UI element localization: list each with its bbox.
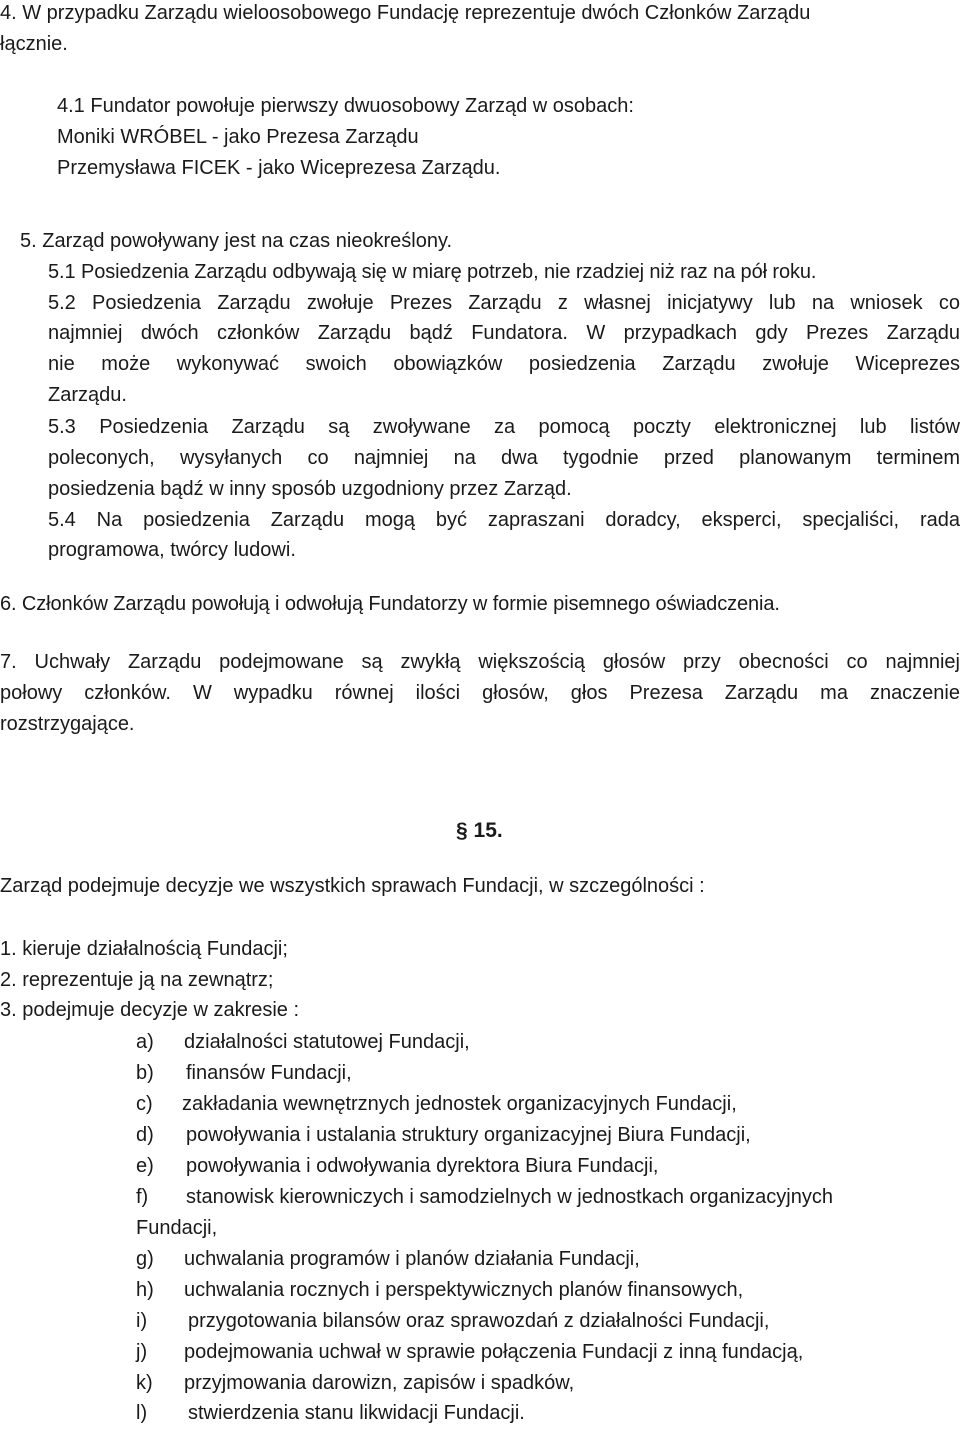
paragraph-4-1-line: 4.1 Fundator powołuje pierwszy dwuosobowy Zarząd w osobach:	[57, 95, 634, 117]
sub-item-marker: i)	[136, 1310, 148, 1332]
paragraph-5-3-line: posiedzenia bądź w inny sposób uzgodniony przez Zarząd.	[48, 478, 572, 500]
sub-item-text: podejmowania uchwał w sprawie połączenia Fundacji z inną fundacją,	[184, 1341, 804, 1363]
paragraph-5-3-line: 5.3 Posiedzenia Zarządu są zwoływane za pomocą poczty elektronicznej lub listów	[48, 416, 960, 438]
paragraph-7-line: połowy członków. W wypadku równej ilości głosów, głos Prezesa Zarządu ma znaczenie	[0, 682, 960, 704]
sub-item-text: przygotowania bilansów oraz sprawozdań z działalności Fundacji,	[188, 1310, 770, 1332]
paragraph-4-1-line: Moniki WRÓBEL - jako Prezesa Zarządu	[57, 126, 419, 148]
paragraph-5-2-line: Zarządu.	[48, 384, 127, 406]
paragraph-4-line: łącznie.	[0, 33, 68, 55]
sub-item-text: przyjmowania darowizn, zapisów i spadków,	[184, 1372, 575, 1394]
sub-item-text: działalności statutowej Fundacji,	[184, 1031, 470, 1053]
sub-item-marker: j)	[136, 1341, 148, 1363]
paragraph-5-4-line: programowa, twórcy ludowi.	[48, 539, 296, 561]
sub-item-marker: e)	[136, 1155, 154, 1177]
sub-item-text: zakładania wewnętrznych jednostek organizacyjnych Fundacji,	[182, 1093, 737, 1115]
sub-item-text: stwierdzenia stanu likwidacji Fundacji.	[188, 1402, 525, 1424]
paragraph-5: 5. Zarząd powoływany jest na czas nieokreślony.	[20, 230, 453, 252]
sub-item-text: powoływania i ustalania struktury organizacyjnej Biura Fundacji,	[186, 1124, 751, 1146]
section-intro: Zarząd podejmuje decyzje we wszystkich sprawach Fundacji, w szczególności :	[0, 875, 705, 897]
sub-item-text: stanowisk kierowniczych i samodzielnych w jednostkach organizacyjnych	[186, 1186, 833, 1208]
list-item: 3. podejmuje decyzje w zakresie :	[0, 999, 300, 1021]
sub-item-marker: g)	[136, 1248, 154, 1270]
sub-item-marker: k)	[136, 1372, 153, 1394]
sub-item-text: uchwalania programów i planów działania Fundacji,	[184, 1248, 640, 1270]
sub-list-item-continuation: Fundacji,	[136, 1217, 218, 1239]
sub-item-text: uchwalania rocznych i perspektywicznych planów finansowych,	[184, 1279, 744, 1301]
paragraph-5-3-line: poleconych, wysyłanych co najmniej na dwa tygodnie przed planowanym terminem	[48, 447, 960, 469]
sub-item-marker: l)	[136, 1402, 148, 1424]
sub-item-marker: a)	[136, 1031, 154, 1053]
paragraph-6: 6. Członków Zarządu powołują i odwołują Fundatorzy w formie pisemnego oświadczenia.	[0, 593, 780, 615]
sub-item-text: powoływania i odwoływania dyrektora Biura Fundacji,	[186, 1155, 659, 1177]
paragraph-5-1: 5.1 Posiedzenia Zarządu odbywają się w miarę potrzeb, nie rzadziej niż raz na pół roku.	[48, 261, 817, 283]
sub-item-marker: d)	[136, 1124, 154, 1146]
paragraph-5-2-line: nie może wykonywać swoich obowiązków posiedzenia Zarządu zwołuje Wiceprezes	[48, 353, 960, 375]
paragraph-7-line: 7. Uchwały Zarządu podejmowane są zwykłą większością głosów przy obecności co najmniej	[0, 651, 960, 673]
paragraph-5-2-line: najmniej dwóch członków Zarządu bądź Fundatora. W przypadkach gdy Prezes Zarządu	[48, 322, 960, 344]
list-item: 2. reprezentuje ją na zewnątrz;	[0, 969, 274, 991]
section-heading: § 15.	[456, 819, 503, 842]
list-item: 1. kieruje działalnością Fundacji;	[0, 938, 288, 960]
sub-item-text: finansów Fundacji,	[186, 1062, 352, 1084]
sub-item-marker: c)	[136, 1093, 153, 1115]
sub-item-marker: h)	[136, 1279, 154, 1301]
paragraph-7-line: rozstrzygające.	[0, 713, 135, 735]
paragraph-5-2-line: 5.2 Posiedzenia Zarządu zwołuje Prezes Zarządu z własnej inicjatywy lub na wniosek co	[48, 292, 960, 314]
paragraph-4-1-line: Przemysława FICEK - jako Wiceprezesa Zarządu.	[57, 157, 501, 179]
sub-item-marker: f)	[136, 1186, 149, 1208]
paragraph-5-4-line: 5.4 Na posiedzenia Zarządu mogą być zapraszani doradcy, eksperci, specjaliści, rada	[48, 509, 960, 531]
sub-item-marker: b)	[136, 1062, 154, 1084]
paragraph-4-line: 4. W przypadku Zarządu wieloosobowego Fundację reprezentuje dwóch Członków Zarządu	[0, 2, 811, 24]
